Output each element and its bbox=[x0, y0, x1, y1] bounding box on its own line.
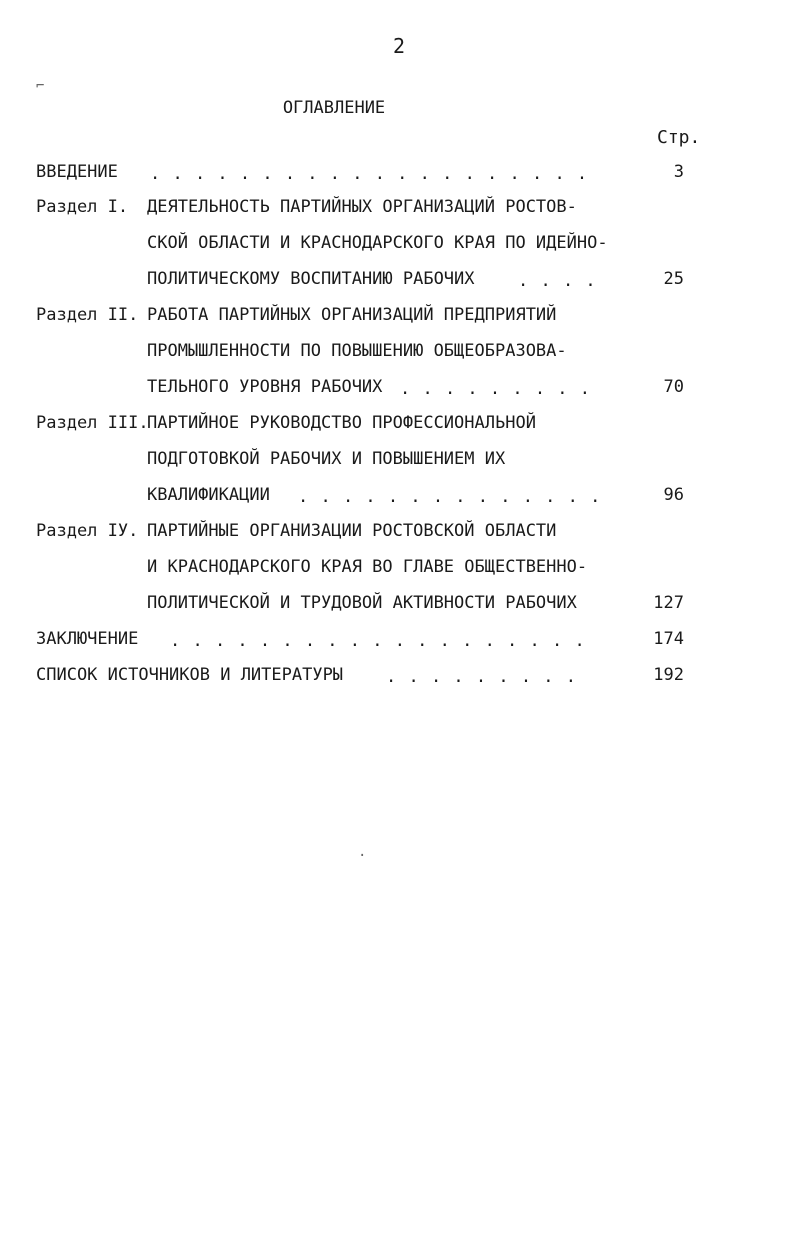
entry-leader: . . . . bbox=[518, 271, 597, 291]
section-prefix: Раздел III. bbox=[36, 413, 149, 433]
section-title-line: ПОДГОТОВКОЙ РАБОЧИХ И ПОВЫШЕНИЕМ ИХ bbox=[147, 449, 506, 469]
section-title-line: КВАЛИФИКАЦИИ bbox=[147, 485, 270, 505]
entry-leader: . . . . . . . . . bbox=[386, 667, 577, 687]
toc-heading: ОГЛАВЛЕНИЕ bbox=[282, 98, 386, 118]
entry-leader: . . . . . . . . . . . . . . . . . . . . bbox=[150, 164, 589, 184]
entry-title: ЗАКЛЮЧЕНИЕ bbox=[36, 629, 139, 649]
entry-page: 192 bbox=[653, 665, 684, 685]
section-title-line: ТЕЛЬНОГО УРОВНЯ РАБОЧИХ bbox=[147, 377, 383, 397]
section-title-line: СКОЙ ОБЛАСТИ И КРАСНОДАРСКОГО КРАЯ ПО ИДЕЙНО- bbox=[147, 233, 608, 253]
section-title-line: И КРАСНОДАРСКОГО КРАЯ ВО ГЛАВЕ ОБЩЕСТВЕННО- bbox=[147, 557, 588, 577]
entry-leader: . . . . . . . . . . . . . . bbox=[298, 487, 602, 507]
entry-page: 174 bbox=[653, 629, 684, 649]
scan-speck: · bbox=[358, 848, 367, 864]
section-title-line: ПОЛИТИЧЕСКОМУ ВОСПИТАНИЮ РАБОЧИХ bbox=[147, 269, 475, 289]
entry-page: 25 bbox=[663, 269, 684, 289]
section-title-line: ПРОМЫШЛЕННОСТИ ПО ПОВЫШЕНИЮ ОБЩЕОБРАЗОВА- bbox=[147, 341, 567, 361]
section-prefix: Раздел I. bbox=[36, 197, 129, 217]
section-prefix: Раздел IУ. bbox=[36, 521, 139, 541]
section-title-line: ПАРТИЙНЫЕ ОРГАНИЗАЦИИ РОСТОВСКОЙ ОБЛАСТИ bbox=[147, 521, 557, 541]
section-title-line: РАБОТА ПАРТИЙНЫХ ОРГАНИЗАЦИЙ ПРЕДПРИЯТИЙ bbox=[147, 305, 557, 325]
corner-mark: ⌐ bbox=[36, 78, 45, 94]
entry-leader: . . . . . . . . . . . . . . . . . . . bbox=[170, 631, 586, 651]
section-title-line: ДЕЯТЕЛЬНОСТЬ ПАРТИЙНЫХ ОРГАНИЗАЦИЙ РОСТОВ- bbox=[147, 197, 577, 217]
section-title-line: ПОЛИТИЧЕСКОЙ И ТРУДОВОЙ АКТИВНОСТИ РАБОЧИХ bbox=[147, 593, 577, 613]
section-prefix: Раздел II. bbox=[36, 305, 139, 325]
entry-page: 127 bbox=[653, 593, 684, 613]
entry-page: 3 bbox=[673, 162, 684, 182]
entry-leader: . . . . . . . . . bbox=[400, 379, 591, 399]
entry-title: СПИСОК ИСТОЧНИКОВ И ЛИТЕРАТУРЫ bbox=[36, 665, 344, 685]
page-column-label: Стр. bbox=[657, 127, 701, 148]
entry-page: 70 bbox=[663, 377, 684, 397]
section-title-line: ПАРТИЙНОЕ РУКОВОДСТВО ПРОФЕССИОНАЛЬНОЙ bbox=[147, 413, 536, 433]
entry-title: ВВЕДЕНИЕ bbox=[36, 162, 118, 182]
entry-page: 96 bbox=[663, 485, 684, 505]
page-number: 2 bbox=[392, 34, 406, 58]
